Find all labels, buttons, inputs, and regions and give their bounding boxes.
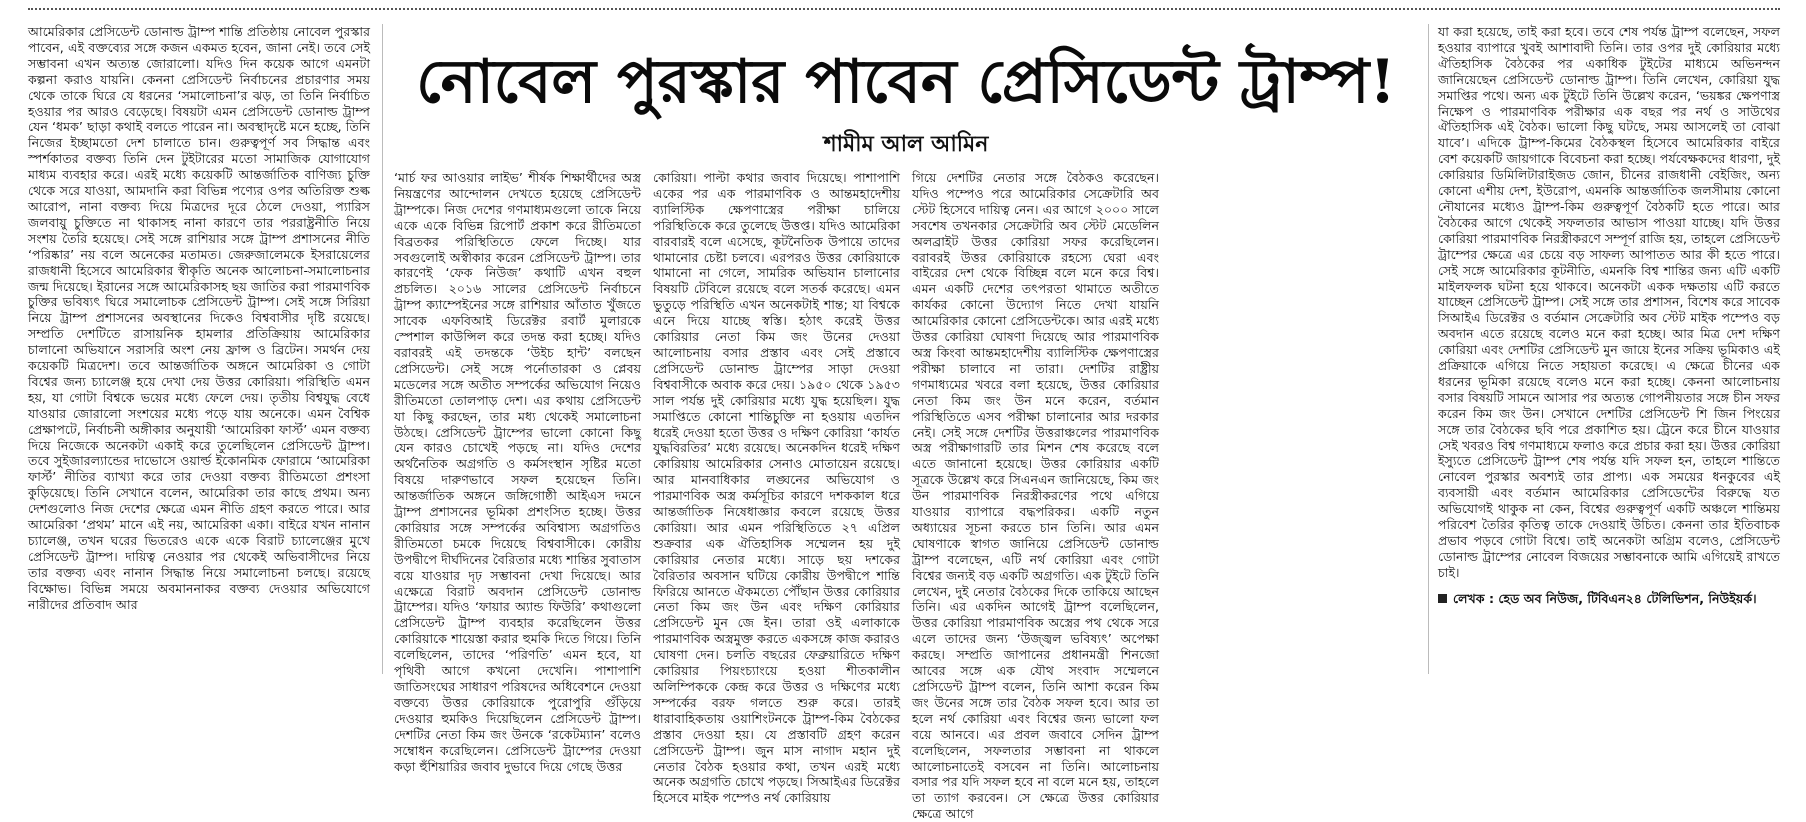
column-text-mid-3: গিয়ে দেশটির নেতার সঙ্গে বৈঠকও করেছেন। যদিও পম্পেও পরে আমেরিকার সেক্রেটারি অব স্টেট হিসেবে দায়িত্ব নেন। এর আগে ২০০০ সালে সবশেষ তখনকার সেক্রেটারি অব স্টেট মেডেলিন অলব্রাইট উত্তর কোরিয়া সফর করেছিলেন। বরাবরই উত্তর কোরিয়াকে রহস্যে ঘেরা এবং বাইরের দেশ থেকে বিচ্ছিন্ন বলে মনে করে বিশ্ব। এমন একটি দেশের তৎপরতা থামাতে অতীতে কার্যকর কোনো উদ্যোগ নিতে দেখা যায়নি আমেরিকার কোনো প্রেসিডেন্টকে। আর এরই মধ্যে উত্তর কোরিয়া ঘোষণা দিয়েছে আর পারমাণবিক অস্ত্র কিংবা আন্তমহাদেশীয় ব্যালিস্টিক ক্ষেপণাস্ত্রের পরীক্ষা চালাবে না তারা। দেশটির রাষ্ট্রীয় গণমাধ্যমের খবরে বলা হয়েছে, উত্তর কোরিয়ার নেতা কিম জং উন মনে করেন, বর্তমান পরিস্থিতিতে এসব পরীক্ষা চালানোর আর দরকার নেই। সেই সঙ্গে দেশটির উত্তরাঞ্চলের পারমাণবিক অস্ত্র পরীক্ষাগারটি তার মিশন শেষ করেছে বলে এতে জানানো হয়েছে। উত্তর কোরিয়ার একটি সূত্রকে উল্লেখ করে সিএনএন জানিয়েছে, কিম জং উন পারমাণবিক নিরস্ত্রীকরণের পথে এগিয়ে যাওয়ার ব্যাপারে বদ্ধপরিকর। একটি নতুন অধ্যায়ের সূচনা করতে চান তিনি। আর এমন ঘোষণাকে স্বাগত জানিয়ে প্রেসিডেন্ট ডোনাল্ড ট্রাম্প বলেছেন, এটি নর্থ কোরিয়া এবং গোটা বিশ্বের জন্যই বড় একটি অগ্রগতি। এক টুইটে তিনি লেখেন, দুই নেতার বৈঠকের দিকে তাকিয়ে আছেন তিনি। এর একদিন আগেই ট্রাম্প বলেছিলেন, উত্তর কোরিয়া পারমাণবিক অস্ত্রের পথ থেকে সরে এলে তাদের জন্য ‘উজ্জ্বল ভবিষ্যৎ’ অপেক্ষা করছে। সম্প্রতি জাপানের প্রধানমন্ত্রী শিনজো আবের সঙ্গে এক যৌথ সংবাদ সম্মেলনে প্রেসিডেন্ট ট্রাম্প বলেন, তিনি আশা করেন কিম জং উনের সঙ্গে তার বৈঠক সফল হবে। আর তা হলে নর্থ কোরিয়া এবং বিশ্বের জন্য ভালো ফল বয়ে আনবে। এর প্রবল জবাবে সেদিন ট্রাম্প বলেছিলেন, সফলতার সম্ভাবনা না থাকলে আলোচনাতেই বসবেন না তিনি। আলোচনায় বসার পর যদি সফল হবে না বলে মনে হয়, তাহলে তা ত্যাগ করবেন। সে ক্ষেত্রে উত্তর কোরিয়ার ক্ষেত্রে আগে [912, 170, 1159, 822]
headline-container [394, 30, 1418, 134]
column-text-mid-1: ‘মার্চ ফর আওয়ার লাইভ’ শীর্ষক শিক্ষার্থীদের অস্ত্র নিয়ন্ত্রণের আন্দোলন দেখতে হয়েছে প্রেসিডেন্ট ট্রাম্পকে। নিজ দেশের গণমাধ্যমগুলো তাকে নিয়ে একে একে বিভিন্ন রিপোর্ট প্রকাশ করে রীতিমতো বিব্রতকর পরিস্থিতিতে ফেলে দিচ্ছে। যার সবগুলোই অস্বীকার করেন প্রেসিডেন্ট ট্রাম্প। তার কারণেই ‘ফেক নিউজ’ কথাটি এখন বহুল প্রচলিত। ২০১৬ সালের প্রেসিডেন্ট নির্বাচনে ট্রাম্প ক্যাম্পেইনের সঙ্গে রাশিয়ার আঁতাত খুঁজতে সাবেক এফবিআই ডিরেক্টর রবার্ট মুলারকে স্পেশাল কাউন্সিল করে তদন্ত করা হচ্ছে। যদিও বরাবরই এই তদন্তকে ‘উইচ হান্ট’ বলছেন প্রেসিডেন্ট। সেই সঙ্গে পর্নোতারকা ও প্লেবয় মডেলের সঙ্গে অতীত সম্পর্কের অভিযোগ নিয়েও রীতিমতো তোলপাড় দেশ। এর কথায় প্রেসিডেন্ট যা কিছু করছেন, তার মধ্য থেকেই সমালোচনা উঠছে। প্রেসিডেন্ট ট্রাম্পের ভালো কোনো কিছু যেন কারও চোখেই পড়ছে না। যদিও দেশের অর্থনৈতিক অগ্রগতি ও কর্মসংস্থান সৃষ্টির মতো বিষয়ে দারুণভাবে সফল হয়েছেন তিনি। আন্তর্জাতিক অঙ্গনে জঙ্গিগোষ্ঠী আইএস দমনে ট্রাম্প প্রশাসনের ভূমিকা প্রশংসিত হচ্ছে। উত্তর কোরিয়ার সঙ্গে সম্পর্কের অবিশ্বাস্য অগ্রগতিও রীতিমতো চমকে দিয়েছে বিশ্ববাসীকে। কোরীয় উপদ্বীপে দীর্ঘদিনের বৈরিতার মধ্যে শান্তির সুবাতাস বয়ে যাওয়ার দৃঢ় সম্ভাবনা দেখা দিয়েছে। আর এক্ষেত্রে বিরাট অবদান প্রেসিডেন্ট ডোনাল্ড ট্রাম্পের। যদিও ‘ফায়ার অ্যান্ড ফিউরি’ কথাগুলো প্রেসিডেন্ট ট্রাম্প ব্যবহার করেছিলেন উত্তর কোরিয়াকে শায়েস্তা করার হুমকি দিতে গিয়ে। তিনি বলেছিলেন, তাদের ‘পরিণতি’ এমন হবে, যা পৃথিবী আগে কখনো দেখেনি। পাশাপাশি জাতিসংঘের সাধারণ পরিষদের অধিবেশনে দেওয়া বক্তব্যে উত্তর কোরিয়াকে পুরোপুরি গুঁড়িয়ে দেওয়ার হুমকিও দিয়েছিলেন প্রেসিডেন্ট ট্রাম্প। দেশটির নেতা কিম জং উনকে ‘রকেটম্যান’ বলেও সম্বোধন করেছিলেন। প্রেসিডেন্ট ট্রাম্পের দেওয়া কড়া হুঁশিয়ারির জবাব দুভাবে দিয়ে গেছে উত্তর [394, 170, 641, 774]
article [28, 24, 1780, 822]
article-column-left [28, 24, 370, 674]
square-bullet-icon [1438, 594, 1447, 603]
author-note [1438, 591, 1780, 607]
byline-container [394, 128, 1418, 162]
column-text-mid-2: কোরিয়া। পাল্টা কথার জবাব দিয়েছে। পাশাপাশি একের পর এক পারমাণবিক ও আন্তমহাদেশীয় ব্যালিস্টিক ক্ষেপণাস্ত্রের পরীক্ষা চালিয়ে পরিস্থিতিকে করে তুলেছে উত্তপ্ত। যদিও আমেরিকা বারবারই বলে এসেছে, কূটনৈতিক উপায়ে তাদের থামানোর চেষ্টা চলবে। এরপরও উত্তর কোরিয়াকে থামানো না গেলে, সামরিক অভিযান চালানোর বিষয়টি টেবিলে রয়েছে বলে সতর্ক করেছে। এমন ভুতুড়ে পরিস্থিতি এখন অনেকটাই শান্ত; যা বিশ্বকে এনে দিয়ে যাচ্ছে স্বস্তি। হঠাৎ করেই উত্তর কোরিয়ার নেতা কিম জং উনের দেওয়া আলোচনায় বসার প্রস্তাব এবং সেই প্রস্তাবে প্রেসিডেন্ট ডোনাল্ড ট্রাম্পের সাড়া দেওয়া বিশ্ববাসীকে অবাক করে দেয়। ১৯৫০ থেকে ১৯৫৩ সাল পর্যন্ত দুই কোরিয়ার মধ্যে যুদ্ধ হয়েছিল। যুদ্ধ সমাপ্তিতে কোনো শান্তিচুক্তি না হওয়ায় এতদিন ধরেই দেওয়া হতো উত্তর ও দক্ষিণ কোরিয়া ‘কার্যত যুদ্ধবিরতির’ মধ্যে রয়েছে। অনেকদিন ধরেই দক্ষিণ কোরিয়ায় আমেরিকার সেনাও মোতায়েন রয়েছে। আর মানবাধিকার লঙ্ঘনের অভিযোগ ও পারমাণবিক অস্ত্র কর্মসূচির কারণে দশককাল ধরে আন্তর্জাতিক নিষেধাজ্ঞার কবলে রয়েছে উত্তর কোরিয়া। আর এমন পরিস্থিতিতে ২৭ এপ্রিল শুক্রবার এক ঐতিহাসিক সম্মেলন হয় দুই কোরিয়ার নেতার মধ্যে। সাড়ে ছয় দশকের বৈরিতার অবসান ঘটিয়ে কোরীয় উপদ্বীপে শান্তি ফিরিয়ে আনতে ঐকমত্যে পৌঁছান উত্তর কোরিয়ার নেতা কিম জং উন এবং দক্ষিণ কোরিয়ার প্রেসিডেন্ট মুন জে ইন। তারা ওই এলাকাকে পারমাণবিক অস্ত্রমুক্ত করতে একসঙ্গে কাজ করারও ঘোষণা দেন। চলতি বছরের ফেব্রুয়ারিতে দক্ষিণ কোরিয়ার পিয়ংচ্যাংয়ে হওয়া শীতকালীন অলিম্পিককে কেন্দ্র করে উত্তর ও দক্ষিণের মধ্যে সম্পর্কের বরফ গলতে শুরু করে। তারই ধারাবাহিকতায় ওয়াশিংটনকে ট্রাম্প-কিম বৈঠকের প্রস্তাব দেওয়া হয়। যে প্রস্তাবটি গ্রহণ করেন প্রেসিডেন্ট ট্রাম্প। জুন মাস নাগাদ মহান দুই নেতার বৈঠক হওয়ার কথা, তখন এরই মধ্যে অনেক অগ্রগতি চোখে পড়ছে। সিআইএর ডিরেক্টর হিসেবে মাইক পম্পেও নর্থ কোরিয়ায় [653, 170, 900, 806]
column-text-right: যা করা হয়েছে, তাই করা হবে। তবে শেষ পর্যন্ত ট্রাম্প বলেছেন, সফল হওয়ার ব্যাপারে খুবই আশাবাদী তিনি। তার ওপর দুই কোরিয়ার মধ্যে ঐতিহাসিক বৈঠকের পর একাধিক টুইটের মাধ্যমে অভিনন্দন জানিয়েছেন প্রেসিডেন্ট ডোনাল্ড ট্রাম্প। তিনি লেখেন, কোরিয়া যুদ্ধ সমাপ্তির পথে। অন্য এক টুইটে তিনি উল্লেখ করেন, ‘ভয়ঙ্কর ক্ষেপণাস্ত্র নিক্ষেপ ও পারমাণবিক পরীক্ষার এক বছর পর নর্থ ও সাউথের ঐতিহাসিক এই বৈঠক। ভালো কিছু ঘটছে, সময় আসলেই তা বোঝা যাবে’। এদিকে ট্রাম্প-কিমের বৈঠকস্থল হিসেবে আমেরিকার বাইরে বেশ কয়েকটি জায়গাকে বিবেচনা করা হচ্ছে। পর্যবেক্ষকদের ধারণা, দুই কোরিয়ার ডিমিলিটারাইজড জোন, চীনের রাজধানী বেইজিং, অন্য কোনো এশীয় দেশ, ইউরোপ, এমনকি আন্তর্জাতিক জলসীমায় কোনো নৌযানের মধ্যেও ট্রাম্প-কিম গুরুত্বপূর্ণ বৈঠকটি হতে পারে। আর বৈঠকের আগে থেকেই সফলতার আভাস পাওয়া যাচ্ছে। যদি উত্তর কোরিয়া পারমাণবিক নিরস্ত্রীকরণে সম্পূর্ণ রাজি হয়, তাহলে প্রেসিডেন্ট ট্রাম্পের ক্ষেত্রে এর চেয়ে বড় সাফল্য আপাতত আর কী হতে পারে। সেই সঙ্গে আমেরিকার কূটনীতি, এমনকি বিশ্ব শান্তির জন্য এটি একটি মাইলফলক ঘটনা হয়ে থাকবে। অনেকটা একক দক্ষতায় এটি করতে যাচ্ছেন প্রেসিডেন্ট ট্রাম্প। সেই সঙ্গে তার প্রশাসন, বিশেষ করে সাবেক সিআইএ ডিরেক্টর ও বর্তমান সেক্রেটারি অব স্টেট মাইক পম্পেও বড় অবদান এতে রয়েছে বলেও মনে করা হচ্ছে। আর মিত্র দেশ দক্ষিণ কোরিয়া এবং দেশটির প্রেসিডেন্ট মুন জায়ে ইনের সক্রিয় ভূমিকাও এই প্রক্রিয়াকে এগিয়ে নিতে সহায়তা করেছে। এ ক্ষেত্রে চীনের এক ধরনের ভূমিকা রয়েছে বলেও মনে করা হচ্ছে। কেননা আলোচনায় বসার বিষয়টি সামনে আসার পর অত্যন্ত গোপনীয়তার সঙ্গে চীন সফর করেন কিম জং উন। সেখানে দেশটির প্রেসিডেন্ট শি জিন পিংয়ের সঙ্গে তার বৈঠকের ছবি পরে প্রকাশিত হয়। ট্রেনে করে চীনে যাওয়ার সেই খবরও বিশ্ব গণমাধ্যমে ফলাও করে প্রচার করা হয়। উত্তর কোরিয়া ইস্যুতে প্রেসিডেন্ট ট্রাম্প শেষ পর্যন্ত যদি সফল হন, তাহলে শান্তিতে নোবেল পুরস্কার অবশ্যই তার প্রাপ্য। এক সময়ের ধনকুবের এই ব্যবসায়ী এবং বর্তমান আমেরিকার প্রেসিডেন্টের বিরুদ্ধে যত অভিযোগই থাকুক না কেন, বিশ্বের গুরুত্বপূর্ণ একটি অঞ্চলে শান্তিময় পরিবেশ তৈরির কৃতিত্ব তাকে দেওয়াই উচিত। কেননা তার ইতিবাচক প্রভাব পড়বে গোটা বিশ্বে। তাই অনেকটা অগ্রিম বলেও, প্রেসিডেন্ট ডোনাল্ড ট্রাম্পের নোবেল বিজয়ের সম্ভাবনাকে আমি এগিয়েই রাখতে চাই। [1438, 24, 1780, 580]
middle-columns [394, 170, 1418, 822]
article-headline: নোবেল পুরস্কার পাবেন প্রেসিডেন্ট ট্রাম্প! [416, 47, 1396, 117]
article-column-right [1438, 24, 1780, 674]
author-note-text: লেখক : হেড অব নিউজ, টিবিএন২৪ টেলিভিশন, নিউইয়র্ক। [1453, 590, 1757, 606]
article-byline: শামীম আল আমিন [823, 132, 989, 157]
column-divider-right [1428, 24, 1429, 674]
column-divider-left [382, 24, 383, 674]
article-column-mid-2 [653, 170, 900, 806]
column-text-left: আমেরিকার প্রেসিডেন্ট ডোনাল্ড ট্রাম্প শান্তি প্রতিষ্ঠায় নোবেল পুরস্কার পাবেন, এই বক্তব্যের সঙ্গে কজন একমত হবেন, জানা নেই। তবে সেই সম্ভাবনা এখন অত্যন্ত জোরালো। যদিও দিন কয়েক আগে এমনটা কল্পনা করাও যায়নি। কেননা প্রেসিডেন্ট নির্বাচনের প্রচারণার সময় থেকে তাকে ঘিরে যে ধরনের ‘সমালোচনা’র ঝড়, তা তিনি নির্বাচিত হওয়ার পর আরও বেড়েছে। বিষয়টা এমন প্রেসিডেন্ট ডোনাল্ড ট্রাম্প যেন ‘ধমক’ ছাড়া কথাই বলতে পারেন না। অবস্থাদৃষ্টে মনে হচ্ছে, তিনি নিজের ইচ্ছামতো দেশ চালাতে চান। গুরুত্বপূর্ণ সব সিদ্ধান্ত এবং স্পর্শকাতর বক্তব্য তিনি দেন টুইটারের মতো সামাজিক যোগাযোগ মাধ্যম ব্যবহার করে। এরই মধ্যে কয়েকটি আন্তর্জাতিক বাণিজ্য চুক্তি থেকে সরে যাওয়া, আমদানি করা বিভিন্ন পণ্যের ওপর অতিরিক্ত শুল্ক আরোপ, নানা বক্তব্য দিয়ে মিত্রদের দূরে ঠেলে দেওয়া, প্যারিস জলবায়ু চুক্তিতে না থাকাসহ নানা কারণে তার পররাষ্ট্রনীতি নিয়ে সংশয় তৈরি হয়েছে। সেই সঙ্গে রাশিয়ার সঙ্গে ট্রাম্প প্রশাসনের নীতি ‘পরিষ্কার’ নয় বলে অনেকের মতামত। জেরুজালেমকে ইসরায়েলের রাজধানী হিসেবে আমেরিকার স্বীকৃতি অনেক আলোচনা-সমালোচনার জন্ম দিয়েছে। ইরানের সঙ্গে আমেরিকাসহ ছয় জাতির করা পারমাণবিক চুক্তির ভবিষ্যৎ ঘিরে সমালোচক প্রেসিডেন্ট ট্রাম্প। সেই সঙ্গে সিরিয়া নিয়ে ট্রাম্প প্রশাসনের অবস্থানের দিকেও বিশ্ববাসীর দৃষ্টি রয়েছে। সম্প্রতি দেশটিতে রাসায়নিক হামলার প্রতিক্রিয়ায় আমেরিকার চালানো অভিযানে সরাসরি অংশ নেয় ফ্রান্স ও ব্রিটেন। সমর্থন দেয় কয়েকটি মিত্রদেশ। তবে আন্তর্জাতিক অঙ্গনে আমেরিকা ও গোটা বিশ্বের জন্য চ্যালেঞ্জ হয়ে দেখা দেয় উত্তর কোরিয়া। পরিস্থিতি এমন হয়, যা গোটা বিশ্বকে ভয়ের মধ্যে ফেলে দেয়। তৃতীয় বিশ্বযুদ্ধ বেধে যাওয়ার জোরালো সংশয়ের মধ্যে পড়ে যায় অনেকে। এমন বৈশ্বিক প্রেক্ষাপটে, নির্বাচনী অঙ্গীকার অনুযায়ী ‘আমেরিকা ফার্স্ট’ এমন বক্তব্য দিয়ে নিজেকে অনেকটা একাই করে তুলেছিলেন প্রেসিডেন্ট ট্রাম্প। তবে সুইজারল্যান্ডের দাভোসে ওয়ার্ল্ড ইকোনমিক ফোরামে ‘আমেরিকা ফার্স্ট’ নীতির ব্যাখ্যা করে তার দেওয়া বক্তব্য রীতিমতো প্রশংসা কুড়িয়েছে। তিনি সেখানে বলেন, আমেরিকা তার কাছে প্রথম। অন্য দেশগুলোও নিজ দেশের ক্ষেত্রে এমন নীতি গ্রহণ করতে পারে। আর আমেরিকা ‘প্রথম’ মানে এই নয়, আমেরিকা একা। বাইরে যখন নানান চ্যালেঞ্জ, তখন ঘরের ভিতরেও একে একে বিরাট চ্যালেঞ্জের মুখে প্রেসিডেন্ট ট্রাম্প। দায়িত্ব নেওয়ার পর থেকেই অভিবাসীদের নিয়ে তার বক্তব্য এবং নানান সিদ্ধান্ত নিয়ে সমালোচনা চলছে। রয়েছে বিক্ষোভ। বিভিন্ন সময়ে অবমাননাকর বক্তব্য দেওয়ার অভিযোগে নারীদের প্রতিবাদ আর [28, 24, 370, 612]
top-dotted-rule [28, 8, 1780, 10]
article-column-mid-1 [394, 170, 641, 774]
article-column-mid-3 [912, 170, 1159, 822]
